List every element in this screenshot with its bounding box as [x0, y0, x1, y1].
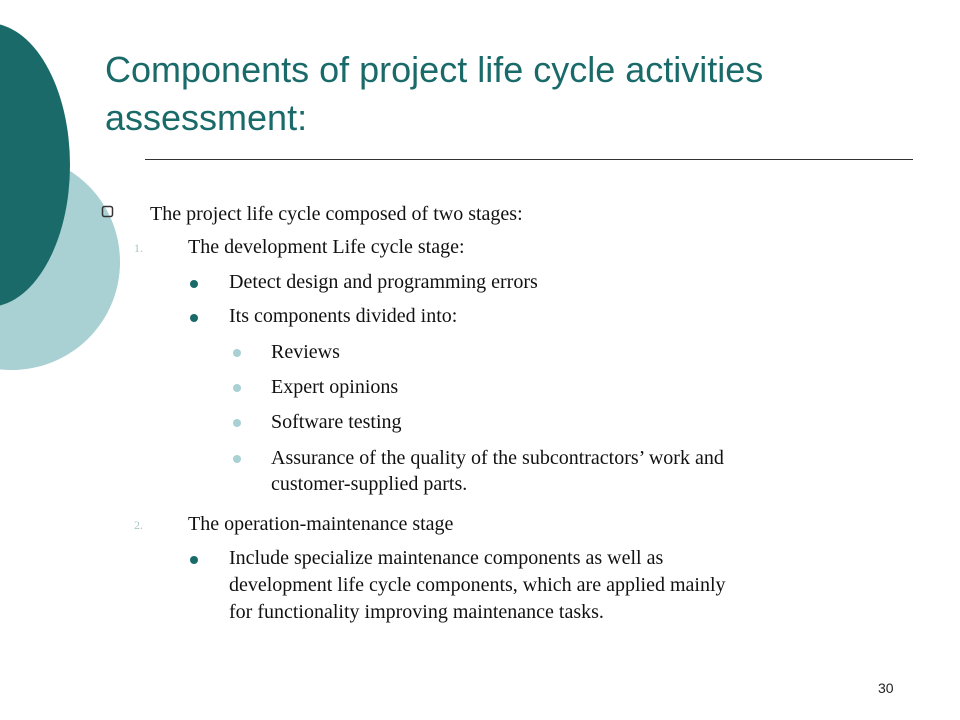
stage2-point-line: for functionality improving maintenance tasks.: [229, 601, 604, 623]
component-item: Reviews: [271, 341, 340, 363]
bullet-dot-icon: [190, 280, 198, 288]
title-divider: [145, 159, 913, 160]
page-number: 30: [878, 680, 894, 696]
bullet-dot-icon: [233, 349, 241, 357]
stage2-heading: The operation-maintenance stage: [188, 513, 454, 535]
bullet-dot-icon: [233, 419, 241, 427]
slide-title: Components of project life cycle activities assessment:: [105, 49, 764, 138]
component-item-continuation: customer-supplied parts.: [271, 473, 468, 495]
component-item: Assurance of the quality of the subcontractors’ work and: [271, 447, 724, 469]
bullet-dot-icon: [190, 314, 198, 322]
stage1-point: Its components divided into:: [229, 305, 458, 327]
bullet-dot-icon: [233, 455, 241, 463]
component-item: Software testing: [271, 411, 402, 433]
bullet-dot-icon: [190, 556, 198, 564]
stage1-number: 1.: [134, 241, 143, 255]
intro-bullet: The project life cycle composed of two stages:: [150, 203, 523, 225]
component-item: Expert opinions: [271, 376, 399, 398]
stage2-number: 2.: [134, 518, 143, 532]
bullet-dot-icon: [233, 384, 241, 392]
stage1-heading: The development Life cycle stage:: [188, 236, 465, 258]
stage2-point-line: development life cycle components, which are applied mainly: [229, 574, 726, 596]
stage2-point-line: Include specialize maintenance components as well as: [229, 547, 664, 569]
stage1-point: Detect design and programming errors: [229, 271, 538, 293]
square-bullet-icon: [101, 205, 115, 219]
